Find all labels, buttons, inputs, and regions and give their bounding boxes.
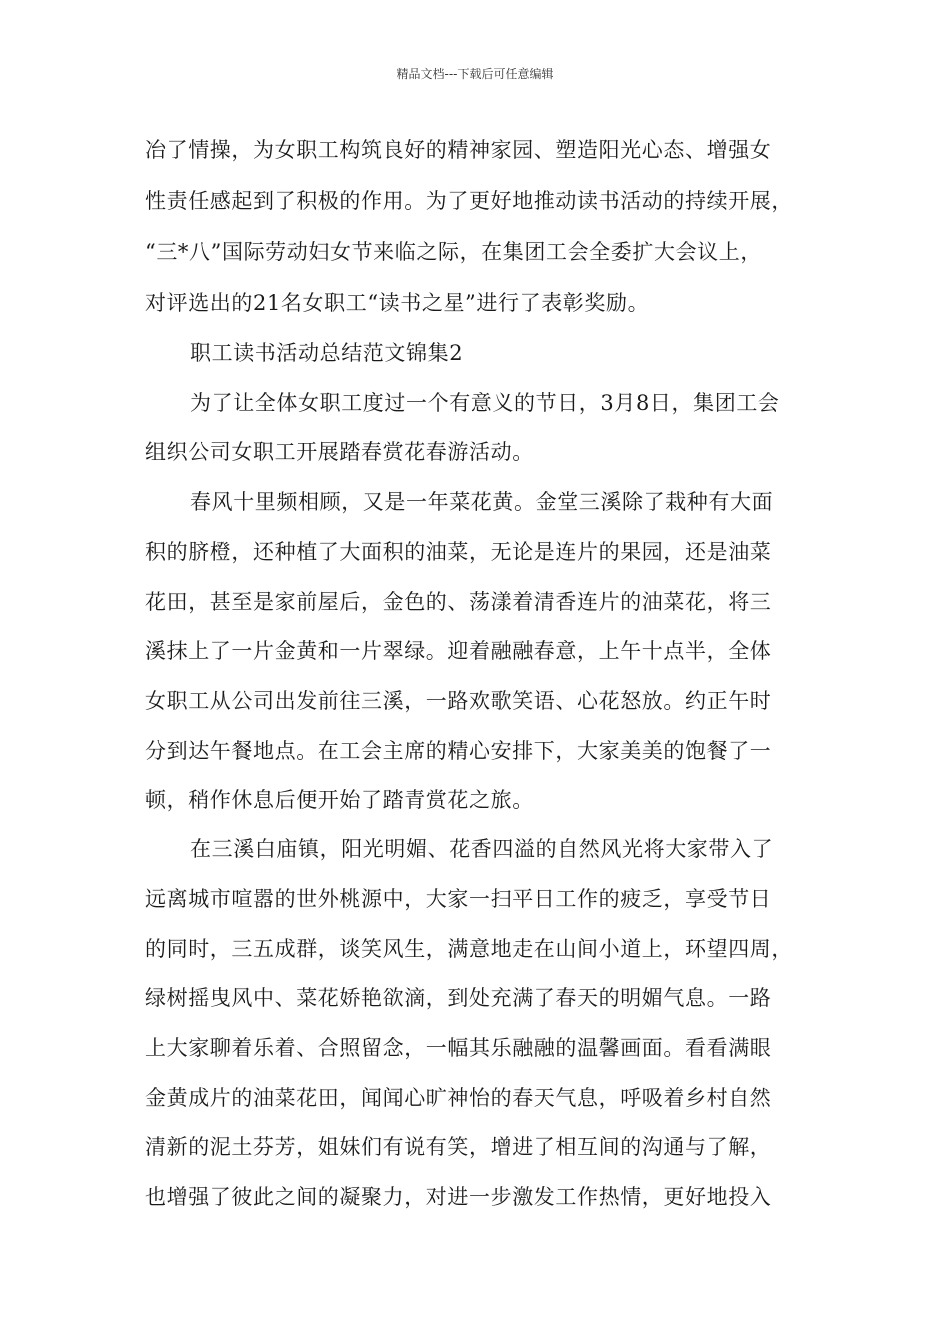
body-line: 对评选出的21名女职工“读书之星”进行了表彰奖励。 <box>145 291 650 315</box>
body-line: 组织公司女职工开展踏春赏花春游活动。 <box>145 440 534 464</box>
section-heading: 职工读书活动总结范文锦集2 <box>190 341 464 365</box>
body-line: 溪抹上了一片金黄和一片翠绿。迎着融融春意，上午十点半，全体 <box>145 639 772 663</box>
body-line: 远离城市喧嚣的世外桃源中，大家一扫平日工作的疲乏，享受节日 <box>145 887 772 911</box>
body-line: 的同时，三五成群，谈笑风生，满意地走在山间小道上，环望四周， <box>145 937 793 961</box>
body-line: 积的脐橙，还种植了大面积的油菜，无论是连片的果园，还是油菜 <box>145 540 772 564</box>
body-line: 绿树摇曳风中、菜花娇艳欲滴，到处充满了春天的明媚气息。一路 <box>145 986 772 1010</box>
body-line: “三*八”国际劳动妇女节来临之际，在集团工会全委扩大会议上， <box>145 240 762 264</box>
body-line: 女职工从公司出发前往三溪，一路欢歌笑语、心花怒放。约正午时 <box>145 689 772 713</box>
body-line: 上大家聊着乐着、合照留念，一幅其乐融融的温馨画面。看看满眼 <box>145 1036 772 1060</box>
paragraph-first-line: 春风十里频相顾，又是一年菜花黄。金堂三溪除了栽种有大面 <box>190 490 774 514</box>
body-line: 金黄成片的油菜花田，闻闻心旷神怡的春天气息，呼吸着乡村自然 <box>145 1086 772 1110</box>
body-line: 性责任感起到了积极的作用。为了更好地推动读书活动的持续开展， <box>145 189 793 213</box>
body-line: 也增强了彼此之间的凝聚力，对进一步激发工作热情，更好地投入 <box>145 1185 772 1209</box>
body-line: 花田，甚至是家前屋后，金色的、荡漾着清香连片的油菜花，将三 <box>145 590 772 614</box>
body-line: 顿，稍作休息后便开始了踏青赏花之旅。 <box>145 788 534 812</box>
paragraph-first-line: 为了让全体女职工度过一个有意义的节日，3月8日，集团工会 <box>190 391 780 415</box>
page-header: 精品文档---下载后可任意编辑 <box>396 67 554 81</box>
body-line: 分到达午餐地点。在工会主席的精心安排下，大家美美的饱餐了一 <box>145 739 772 763</box>
body-line: 冶了情操，为女职工构筑良好的精神家园、塑造阳光心态、增强女 <box>145 138 772 162</box>
paragraph-first-line: 在三溪白庙镇，阳光明媚、花香四溢的自然风光将大家带入了 <box>190 837 774 861</box>
body-line: 清新的泥土芬芳，姐妹们有说有笑，增进了相互间的沟通与了解， <box>145 1135 772 1159</box>
